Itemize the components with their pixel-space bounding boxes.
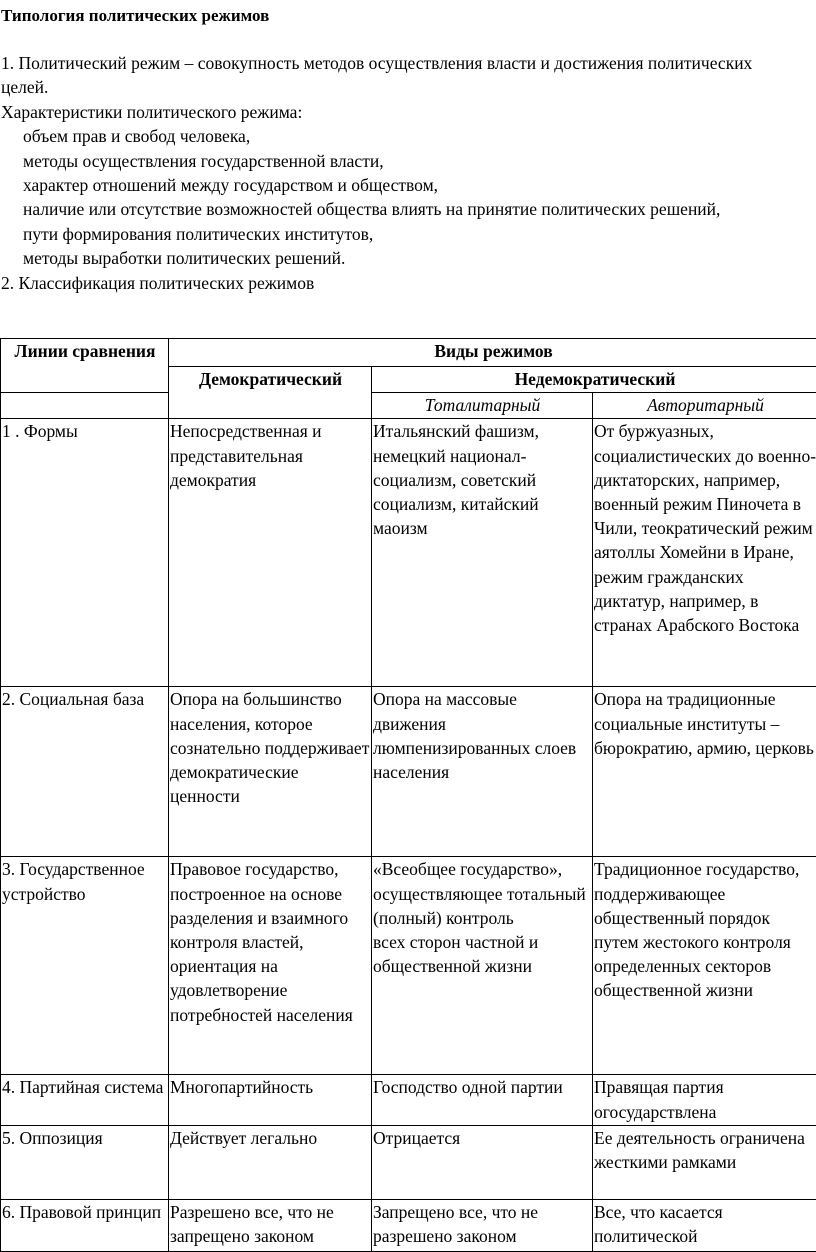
totalitarian-cell: Итальянский фашизм, немецкий национал-социализм, советский социализм, китайский маоизм: [372, 419, 593, 687]
democratic-cell: Многопартийность: [169, 1075, 372, 1125]
authoritarian-cell: Традиционное государство, поддерживающее общественный порядок путем жестокого контроля определенных секторов общественной жизни: [593, 857, 816, 1075]
authoritarian-cell: Все, что касается политической: [593, 1199, 816, 1251]
totalitarian-text: «Всеобщее государство», осуществляющее тотальный (полный) контроль: [373, 857, 592, 930]
totalitarian-cell: Господство одной партии: [372, 1075, 593, 1125]
list-item: объем прав и свобод человека,: [1, 124, 801, 148]
criterion-cell: 4. Партийная система: [1, 1075, 169, 1125]
table-row: [1, 419, 816, 687]
totalitarian-cell: [372, 857, 593, 1075]
table-header-row: [1, 393, 816, 419]
intro-section: [1, 51, 801, 295]
table-header-row: [1, 339, 816, 367]
totalitarian-text-continued: всех сторон частной и общественной жизни: [373, 930, 592, 978]
classification-heading: 2. Классификация политических режимов: [1, 271, 801, 295]
header-totalitarian: Тоталитарный: [372, 393, 593, 419]
table-row: [1, 687, 816, 857]
authoritarian-cell: Ее деятельность ограничена жесткими рамками: [593, 1125, 816, 1199]
criterion-cell: 5. Оппозиция: [1, 1125, 169, 1199]
table-row: [1, 1125, 816, 1199]
characteristics-heading: Характеристики политического режима:: [1, 100, 801, 124]
authoritarian-cell: Правящая партия огосударствлена: [593, 1075, 816, 1125]
definition-paragraph: 1. Политический режим – совокупность методов осуществления власти и достижения политических целей.: [1, 51, 801, 100]
list-item: характер отношений между государством и обществом,: [1, 173, 801, 197]
democratic-cell: Непосредственная и представительная демократия: [169, 419, 372, 687]
characteristics-list: [1, 124, 801, 270]
democratic-cell: Разрешено все, что не запрещено законом: [169, 1199, 372, 1251]
list-item: методы выработки политических решений.: [1, 246, 801, 270]
criterion-cell: 6. Правовой принцип: [1, 1199, 169, 1251]
criterion-cell: 1 . Формы: [1, 419, 169, 687]
document-title: Типология политических режимов: [1, 4, 269, 28]
list-item: пути формирования политических институтов,: [1, 222, 801, 246]
democratic-cell: Действует легально: [169, 1125, 372, 1199]
list-item: методы осуществления государственной власти,: [1, 149, 801, 173]
header-lines: Линии сравнения: [1, 339, 169, 393]
totalitarian-cell: Опора на массовые движения люмпенизированных слоев населения: [372, 687, 593, 857]
regimes-table: [0, 338, 816, 1252]
header-authoritarian: Авторитарный: [593, 393, 816, 419]
header-nondemocratic: Недемократический: [372, 367, 816, 393]
democratic-cell: Опора на большинство населения, которое сознательно поддерживает демократические ценности: [169, 687, 372, 857]
list-item: наличие или отсутствие возможностей общества влиять на принятие политических решений,: [1, 197, 801, 221]
header-empty-cell: [1, 393, 169, 419]
criterion-cell: 2. Социальная база: [1, 687, 169, 857]
table-row: [1, 1075, 816, 1125]
authoritarian-cell: Опора на традиционные социальные институты – бюрократию, армию, церковь: [593, 687, 816, 857]
totalitarian-cell: Отрицается: [372, 1125, 593, 1199]
democratic-cell: Правовое государство, построенное на основе разделения и взаимного контроля властей, ориентация на удовлетворение потребностей населения: [169, 857, 372, 1075]
totalitarian-cell: Запрещено все, что не разрешено законом: [372, 1199, 593, 1251]
criterion-cell: 3. Государственное устройство: [1, 857, 169, 1075]
table-row: [1, 1199, 816, 1251]
header-kinds: Виды режимов: [169, 339, 816, 367]
table-row: [1, 857, 816, 1075]
authoritarian-cell: От буржуазных, социалистических до военно-диктаторских, например, военный режим Пиночета в Чили, теократический режим аятоллы Хомейни в Иране, режим гражданских диктатур, например, в странах Арабского Востока: [593, 419, 816, 687]
header-democratic: Демократический: [169, 367, 372, 419]
